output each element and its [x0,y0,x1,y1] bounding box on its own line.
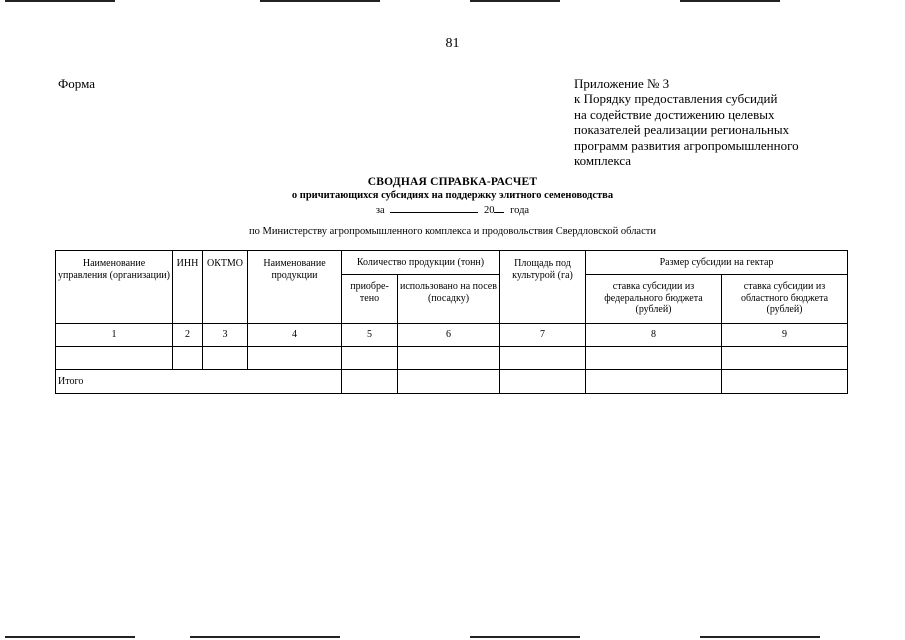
empty-cell [586,370,722,394]
document-title: СВОДНАЯ СПРАВКА-РАСЧЕТ [367,176,538,188]
header-cell: ИНН [173,251,203,324]
column-number-cell: 8 [586,324,722,347]
header-cell: ОКТМО [203,251,248,324]
empty-cell [500,347,586,370]
year-prefix: 20 [483,205,495,216]
scan-line-bottom [190,636,340,638]
empty-cell [586,347,722,370]
scan-line-bottom [470,636,580,638]
data-row [56,347,848,370]
year-suffix: года [510,205,530,216]
appendix-line: на содействие достижению целевых [574,106,775,122]
header-cell: Площадь под культурой (га) [500,251,586,324]
appendix-line: показателей реализации региональных [574,122,790,138]
empty-cell [56,347,173,370]
empty-cell [722,370,848,394]
empty-cell [398,347,500,370]
empty-cell [722,347,848,370]
appendix-line: к Порядку предоставления субсидий [574,91,778,107]
ministry-line: по Министерству агропромышленного комплекса и продовольствия Свердловской области [249,226,656,237]
report-table [55,250,848,394]
header-cell: использовано на посев (посадку) [398,275,500,324]
appendix-line: программ развития агропромышленного [574,137,799,153]
header-group-cell: Размер субсидии на гектар [586,251,848,275]
empty-cell [342,347,398,370]
column-number-cell: 4 [248,324,342,347]
period-line [0,203,905,216]
total-row [56,370,848,394]
header-cell: приобре-тено [342,275,398,324]
column-number-cell: 5 [342,324,398,347]
scan-line-bottom [5,636,135,638]
header-cell: Наименование продукции [248,251,342,324]
empty-cell [398,370,500,394]
total-label: Итого [56,370,342,394]
document-subtitle: о причитающихся субсидиях на поддержку элитного семеноводства [291,190,614,201]
appendix-line: комплекса [574,153,632,169]
scan-line-top [470,0,560,2]
column-number-cell: 6 [398,324,500,347]
column-number-cell: 3 [203,324,248,347]
scan-line-top [680,0,780,2]
period-prefix: за [375,205,385,216]
form-label: Форма [58,76,95,91]
scan-line-bottom [700,636,820,638]
header-group-cell: Количество продукции (тонн) [342,251,500,275]
column-number-cell: 9 [722,324,848,347]
empty-cell [248,347,342,370]
period-blank-field [390,203,478,213]
column-number-cell: 1 [56,324,173,347]
appendix-line: Приложение № 3 [574,76,670,91]
scan-line-top [5,0,115,2]
header-row [56,251,848,275]
column-number-cell: 7 [500,324,586,347]
header-cell: ставка субсидии из федерального бюджета (рублей) [586,275,722,324]
year-blank-field [494,203,504,213]
empty-cell [173,347,203,370]
column-number-row [56,324,848,347]
page-number: 81 [445,36,460,51]
empty-cell [342,370,398,394]
scan-line-top [260,0,380,2]
header-cell: ставка субсидии из областного бюджета (рублей) [722,275,848,324]
empty-cell [203,347,248,370]
empty-cell [500,370,586,394]
appendix-block [574,76,894,168]
column-number-cell: 2 [173,324,203,347]
header-cell: Наименование управления (организации) [56,251,173,324]
